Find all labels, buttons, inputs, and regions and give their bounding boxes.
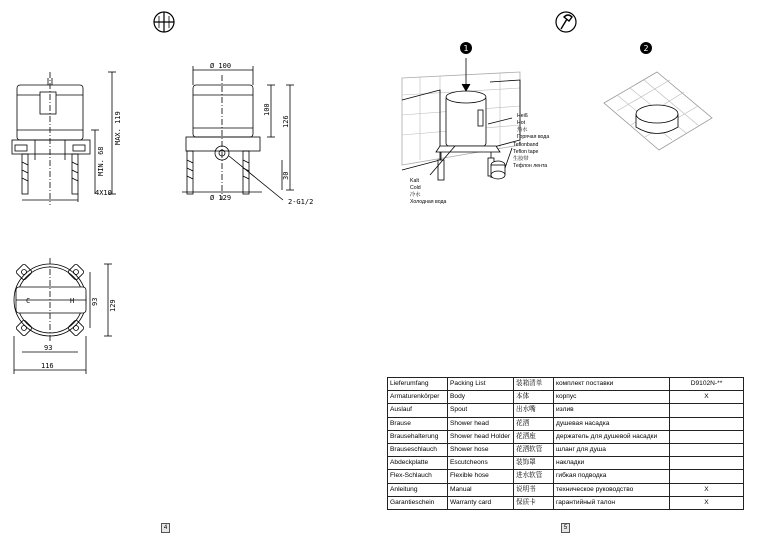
svg-text:2: 2: [643, 44, 649, 53]
col-header-model: D9102N-**: [670, 378, 744, 391]
cell-zh: 出水嘴: [514, 404, 554, 417]
cell-de: Abdeckplatte: [388, 457, 448, 470]
teflon-label-zh: 生胶带: [513, 156, 529, 162]
col-header-zh: 装箱清单: [514, 378, 554, 391]
cell-en: Escutcheons: [448, 457, 514, 470]
cell-zh: 本体: [514, 391, 554, 404]
hot-marker-label: H: [70, 297, 75, 305]
cell-en: Warranty card: [448, 496, 514, 509]
col-header-ru: комплект поставки: [554, 378, 670, 391]
cell-model: X: [670, 483, 744, 496]
cell-ru: душевая насадка: [554, 417, 670, 430]
dimension-crosshair-icon: [154, 12, 174, 32]
cold-marker-label: C: [26, 297, 31, 305]
cell-ru: гарантийный талон: [554, 496, 670, 509]
top-diameter-label: Ø 100: [210, 62, 232, 70]
col-header-de: Lieferumfang: [388, 378, 448, 391]
hot-label-zh: 热水: [517, 127, 528, 133]
cell-ru: техническое руководство: [554, 483, 670, 496]
cell-ru: накладки: [554, 457, 670, 470]
plan-93-label: 93: [91, 297, 99, 306]
depth-30-label: 30: [282, 171, 290, 180]
packing-list-row: [388, 470, 744, 483]
step-2-marker: [640, 42, 652, 54]
cell-en: Flexible hose: [448, 470, 514, 483]
cell-ru: гибкая подводка: [554, 470, 670, 483]
teflon-label-de: Teflonband: [513, 142, 539, 148]
hot-label-ru: Горячая вода: [517, 134, 550, 140]
packing-list-row: [388, 443, 744, 456]
cell-ru: корпус: [554, 391, 670, 404]
cell-en: Spout: [448, 404, 514, 417]
height-100-label: 100: [263, 103, 271, 116]
cell-ru: шланг для душа: [554, 443, 670, 456]
base-diameter-label: Ø 129: [210, 194, 232, 202]
cell-en: Shower hose: [448, 443, 514, 456]
cell-de: Anleitung: [388, 483, 448, 496]
svg-text:1: 1: [463, 44, 469, 53]
cell-de: Brausehalterung: [388, 430, 448, 443]
packing-list-body: [388, 378, 744, 510]
cold-label-zh: 冷水: [410, 192, 421, 198]
front-view-drawing: [12, 72, 116, 205]
teflon-label-en: Teflon tape: [513, 149, 539, 155]
packing-list-header-row: [388, 378, 744, 391]
max-height-label: MAX. 119: [114, 111, 122, 145]
installation-step-1-drawing: [402, 58, 520, 180]
cold-label-de: Kalt: [410, 178, 419, 184]
cell-zh: 说明书: [514, 483, 554, 496]
cell-zh: 花洒座: [514, 430, 554, 443]
cell-zh: 进水软管: [514, 470, 554, 483]
cell-en: Manual: [448, 483, 514, 496]
cell-model: [670, 417, 744, 430]
bolt-spec-label: 4X10: [95, 189, 112, 197]
cell-model: X: [670, 391, 744, 404]
cell-ru: излив: [554, 404, 670, 417]
cell-zh: 花洒软管: [514, 443, 554, 456]
cold-label-en: Cold: [410, 185, 421, 191]
plan-width-93-label: 93: [44, 344, 53, 352]
packing-list-row: [388, 496, 744, 509]
cell-de: Flex-Schlauch: [388, 470, 448, 483]
packing-list-row: [388, 483, 744, 496]
installation-step-2-drawing: [604, 72, 712, 150]
packing-list-row: [388, 430, 744, 443]
packing-list-row: [388, 404, 744, 417]
cell-model: [670, 430, 744, 443]
cell-model: [670, 470, 744, 483]
packing-list-row: [388, 417, 744, 430]
cold-label-ru: Холодная вода: [410, 199, 447, 205]
cell-en: Shower head Holder: [448, 430, 514, 443]
cell-de: Armaturenkörper: [388, 391, 448, 404]
packing-list-row: [388, 457, 744, 470]
cell-zh: 保质卡: [514, 496, 554, 509]
wrench-install-icon: [556, 12, 576, 32]
cell-de: Auslauf: [388, 404, 448, 417]
plan-width-116-label: 116: [41, 362, 54, 370]
cell-zh: 花洒: [514, 417, 554, 430]
thread-label: 2-G1/2: [288, 198, 314, 206]
min-height-label: MIN. 68: [97, 146, 105, 176]
hot-label-de: Heiß: [517, 113, 528, 119]
height-126-label: 126: [282, 115, 290, 128]
cell-de: Brauseschlauch: [388, 443, 448, 456]
cell-model: [670, 404, 744, 417]
packing-list-row: [388, 391, 744, 404]
page-number-left: 4: [161, 523, 170, 533]
cell-model: X: [670, 496, 744, 509]
plan-view-drawing: [14, 258, 112, 374]
cell-zh: 装饰罩: [514, 457, 554, 470]
cell-model: [670, 443, 744, 456]
teflon-label-ru: Тефлон лента: [513, 163, 548, 169]
packing-list-table: [387, 377, 744, 510]
hot-label-en: Hot: [517, 120, 526, 126]
cell-en: Shower head: [448, 417, 514, 430]
cell-de: Garantieschein: [388, 496, 448, 509]
side-view-drawing: [182, 66, 294, 200]
col-header-en: Packing List: [448, 378, 514, 391]
step-1-marker: [460, 42, 472, 54]
page-number-right: 5: [561, 523, 570, 533]
cell-model: [670, 457, 744, 470]
plan-129-label: 129: [109, 299, 117, 312]
cell-de: Brause: [388, 417, 448, 430]
cell-ru: держатель для душевой насадки: [554, 430, 670, 443]
cell-en: Body: [448, 391, 514, 404]
